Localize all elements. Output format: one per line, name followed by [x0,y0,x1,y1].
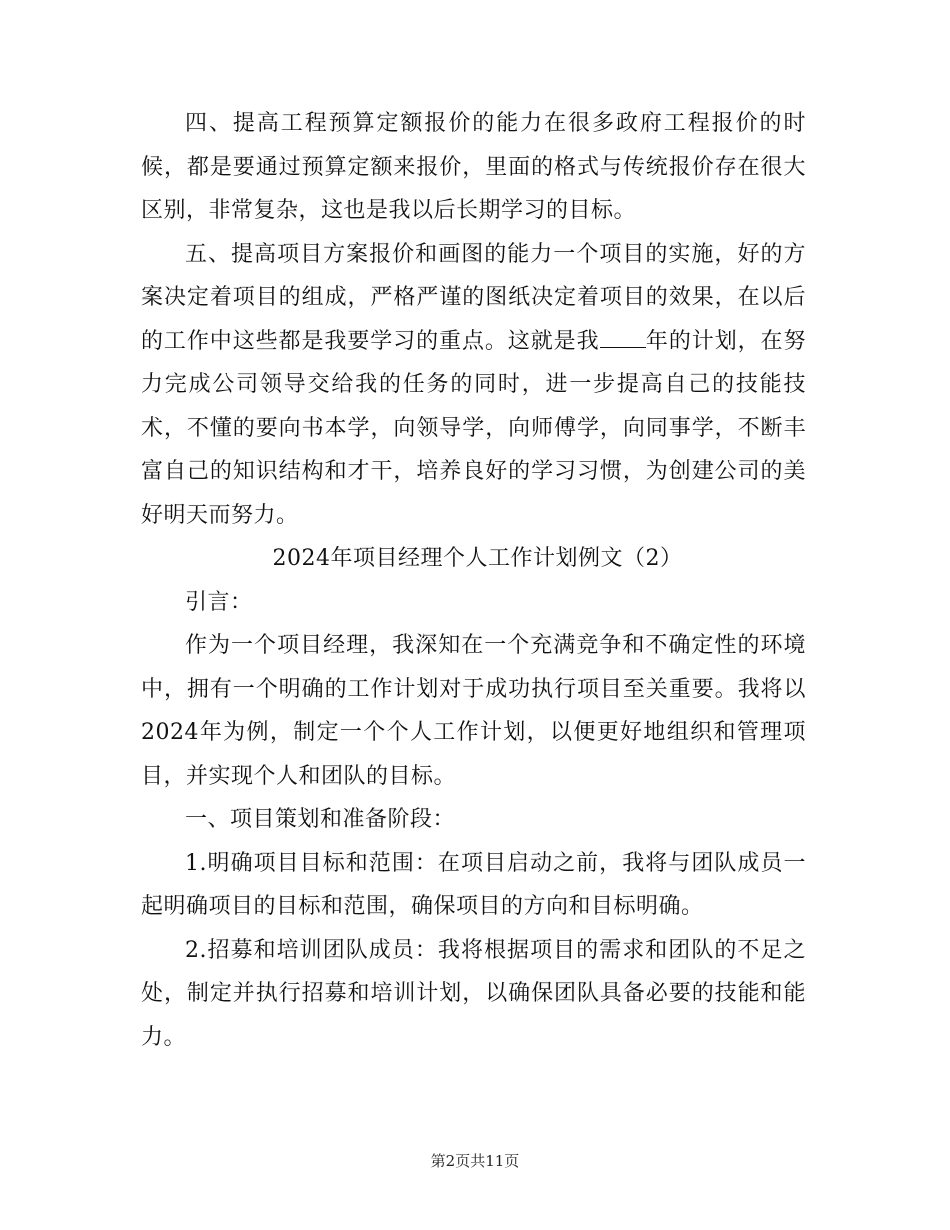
paragraph-5-part2: 年的计划，在努力完成公司领导交给我的任务的同时，进一步提高自己的技能技术，不懂的要向书本学，向领导学，向师傅学，向同事学，不断丰富自己的知识结构和才干，培养良好的学习习惯，为创建公司的美好明天而努力。 [141,328,806,528]
paragraph-4: 四、提高工程预算定额报价的能力在很多政府工程报价的时候，都是要通过预算定额来报价，里面的格式与传统报价存在很大区别，非常复杂，这也是我以后长期学习的目标。 [141,111,806,223]
intro-label: 引言： [185,589,253,615]
document-body [141,102,806,1059]
intro-text: 作为一个项目经理，我深知在一个充满竞争和不确定性的环境中，拥有一个明确的工作计划对于成功执行项目至关重要。我将以2024年为例，制定一个个人工作计划，以便更好地组织和管理项目，并实现个人和团队的目标。 [141,633,806,789]
paragraph-5-part1: 五、提高项目方案报价和画图的能力一个项目的实施，好的方案决定着项目的组成，严格严谨的图纸决定着项目的效果，在以后的工作中这些都是我要学习的重点。这就是我 [141,241,806,354]
paragraph-5 [141,233,806,538]
stage1-title: 一、项目策划和准备阶段： [185,807,456,832]
year-blank [600,329,646,348]
section-title: 2024年项目经理个人工作计划例文（2） [272,546,683,571]
page-number-footer: 第2页共11页 [430,1152,520,1170]
item-2: 2.招募和培训团队成员：我将根据项目的需求和团队的不足之处，制定并执行招募和培训计划，以确保团队具备必要的技能和能力。 [141,937,806,1050]
item-1: 1.明确项目目标和范围：在项目启动之前，我将与团队成员一起明确项目的目标和范围，确保项目的方向和目标明确。 [141,850,806,919]
